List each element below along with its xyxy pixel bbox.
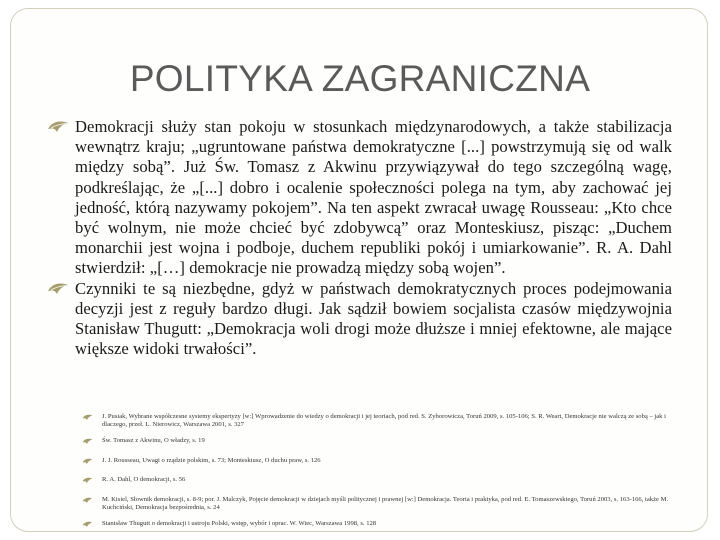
- leaf-bullet-icon: [82, 438, 93, 445]
- footnote-item: [82, 520, 678, 528]
- bullet-text: Demokracji służy stan pokoju w stosunkach międzynarodowych, a także stabilizacja wewnątrz kraju; „ugruntowane państwa demokratyczne [...] powstrzymują się od walk między sobą”. Już Św. Tomasz z Akwinu przywiązywał do tego szczególną wagę, podkreślając, że „[...] dobro i ocalenie społeczności polega na tym, aby zachować jej jedność, którą nazywamy pokojem”. Na ten aspekt zwracał uwagę Rousseau: „Kto chce być wolnym, nie może chcieć być zdobywcą” oraz Monteskiusz, pisząc: „Duchem monarchii jest wojna i podboje, duchem republiki pokój i umiarkowanie”. R. A. Dahl stwierdził: „[…] demokracje nie prowadzą między sobą wojen”.: [75, 117, 672, 278]
- leaf-bullet-icon: [82, 521, 93, 528]
- footnote-item: [82, 496, 678, 512]
- slide-title: POLITYKA ZAGRANICZNA: [129, 58, 591, 99]
- leaf-bullet-icon: [82, 477, 93, 484]
- footnote-text: Św. Tomasz z Akwinu, O władzy, s. 19: [102, 437, 205, 445]
- leaf-bullet-icon: [82, 458, 93, 465]
- leaf-bullet-icon: [82, 497, 93, 504]
- footnote-item: [82, 413, 678, 429]
- footnote-item: [82, 457, 678, 465]
- leaf-bullet-icon: [47, 120, 69, 134]
- footnote-item: [82, 476, 678, 484]
- bullet-item: [75, 279, 672, 360]
- bullet-item: [75, 117, 672, 279]
- bullet-text: Czynniki te są niezbędne, gdyż w państwach demokratycznych proces podejmowania decyzji jest z reguły bardzo długi. Jak sądził bowiem socjalista czasów międzywojnia Stanisław Thugutt: „Demokracja woli drogi może dłuższe i mniej efektowne, ale mające większe widoki trwałości”.: [75, 278, 672, 359]
- footnote-text: R. A. Dahl, O demokracji, s. 56: [102, 476, 186, 484]
- footnote-text: J. J. Rousseau, Uwagi o rządzie polskim, s. 73; Monteskiusz, O duchu praw, s. 126: [102, 456, 321, 464]
- footnote-text: M. Kisiel, Słownik demokracji, s. 8-9; por. J. Malczyk, Pojęcie demokracji w dziejach myśli politycznej i prawnej [w:] Demokracja. Teoria i praktyka, pod red. E. Tomaszewskiego, Toruń 2003, s. 163-166, także M. Kuchciński, Demokracja bezpośrednia, s. 24: [102, 495, 669, 511]
- footnote-text: Stanisław Thugutt o demokracji i ustroju Polski, wstęp, wybór i oprac. W. Wiec, Warszawa 1998, s. 128: [102, 520, 377, 528]
- footnote-list: [82, 413, 678, 537]
- footnote-text: J. Pusiak, Wybrane współczesne systemy ekspertyzy [w:] Wprowadzenie do wiedzy o demokracji i jej teoriach, pod red. S. Zyborowicza, Toruń 2009, s. 105-106; S. R. Weart, Demokracje nie walczą ze sobą – jak i dlaczego, przeł. L. Nierowicz, Warszawa 2001, s. 327: [102, 413, 666, 428]
- leaf-bullet-icon: [82, 414, 93, 421]
- bullet-list: [75, 117, 672, 359]
- footnote-item: [82, 437, 678, 445]
- leaf-bullet-icon: [47, 282, 69, 296]
